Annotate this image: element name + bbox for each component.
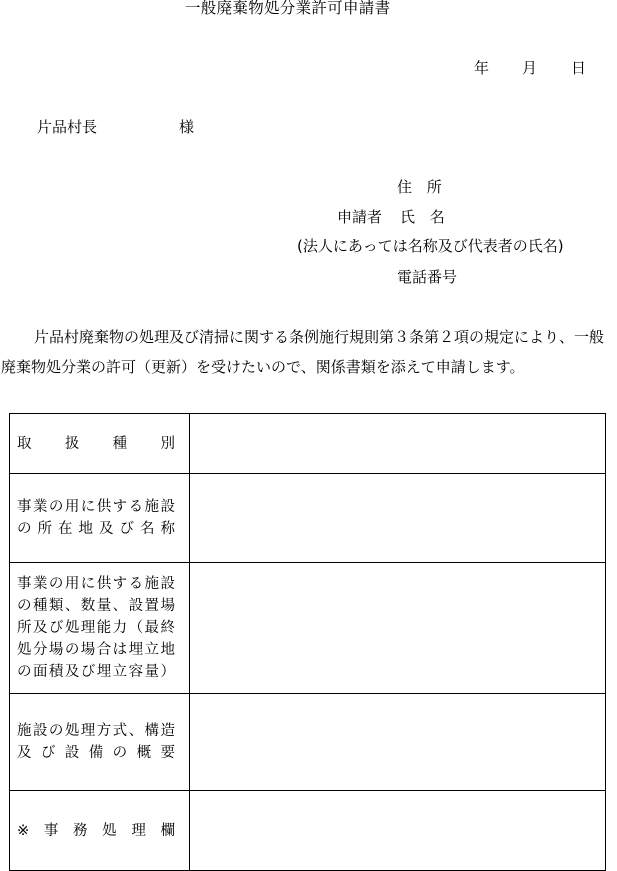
name-label: 氏 名 xyxy=(400,208,445,226)
table-row xyxy=(10,563,606,694)
date-month-label: 月 xyxy=(522,59,538,77)
table-row xyxy=(10,791,606,871)
handling-type-field[interactable] xyxy=(190,414,606,474)
row-label-facility-capacity xyxy=(10,563,190,694)
corporate-name-note: (法人にあっては名称及び代表者の氏名) xyxy=(297,237,564,255)
date-year-label: 年 xyxy=(474,59,490,77)
office-use-field xyxy=(190,791,606,871)
label-line: の種類、数量、設置場 xyxy=(17,598,175,614)
application-form-table xyxy=(9,413,606,871)
facility-capacity-field[interactable] xyxy=(190,563,606,694)
document-title: 一般廃棄物処分業許可申請書 xyxy=(185,0,391,17)
honorific: 様 xyxy=(179,118,195,136)
date-day-label: 日 xyxy=(571,59,587,77)
row-label-facility-location xyxy=(10,474,190,563)
facility-location-field[interactable] xyxy=(190,474,606,563)
label-line: ※ 事 務 処 理 欄 xyxy=(17,822,175,839)
label-line: 施設の処理方式、構造 xyxy=(17,723,175,739)
addressee: 片品村長 xyxy=(37,118,98,136)
label-line: の面積及び埋立容量） xyxy=(17,664,175,680)
body-text-line-2: 廃棄物処分業の許可（更新）を受けたいので、関係書類を添えて申請します。 xyxy=(1,358,525,376)
table-row xyxy=(10,474,606,563)
label-line: 事業の用に供する施設 xyxy=(17,499,175,515)
label-line: 事業の用に供する施設 xyxy=(17,576,175,592)
body-text-line-1: 片品村廃棄物の処理及び清掃に関する条例施行規則第３条第２項の規定により、一般 xyxy=(34,328,605,346)
label-line: 取 扱 種 別 xyxy=(17,435,175,452)
processing-method-field[interactable] xyxy=(190,694,606,791)
label-line: 及び設備の概要 xyxy=(17,745,175,761)
table-row xyxy=(10,694,606,791)
applicant-role-label: 申請者 xyxy=(337,208,383,226)
label-line: 所及び処理能力（最終 xyxy=(17,620,175,636)
label-line: 処分場の場合は埋立地 xyxy=(17,642,175,658)
row-label-processing-method xyxy=(10,694,190,791)
phone-label: 電話番号 xyxy=(397,268,458,286)
table-row xyxy=(10,414,606,474)
address-label: 住 所 xyxy=(397,178,442,196)
label-line: の所在地及び名称 xyxy=(17,521,175,537)
row-label-office-use xyxy=(10,791,190,871)
row-label-handling-type xyxy=(10,414,190,474)
